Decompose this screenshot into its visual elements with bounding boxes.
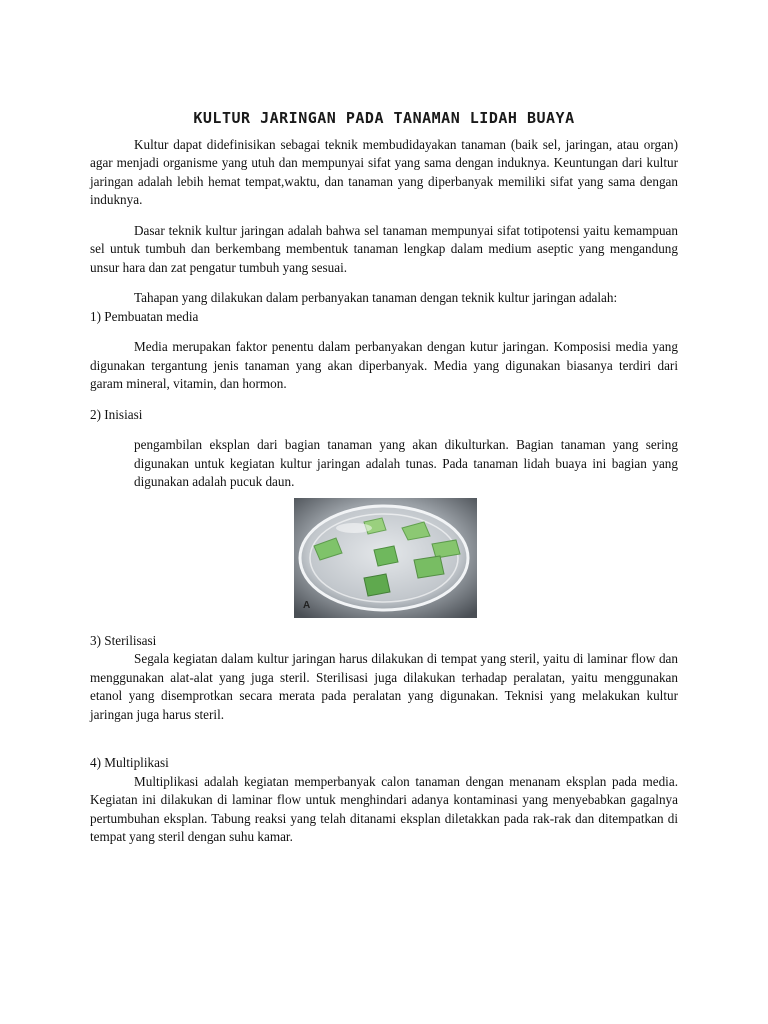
step-body-sterilization: Segala kegiatan dalam kultur jaringan harus dilakukan di tempat yang steril, yaitu di laminar flow dan menggunakan alat-alat yang juga steril. Sterilisasi juga dilakukan terhadap peralatan, yaitu menggunakan etanol yang disemprotkan secara merata pada peralatan yang digunakan. Teknisi yang melakukan kultur jaringan juga harus steril. xyxy=(90,651,678,722)
step-heading-multiplication: 4) Multiplikasi xyxy=(90,755,169,770)
paragraph-definition: Kultur dapat didefinisikan sebagai teknik membudidayakan tanaman (baik sel, jaringan, atau organ) agar menjadi organisme yang utuh dan mempunyai sifat yang sama dengan induknya. Keuntungan dari kultur jaringan adalah lebih hemat tempat,waktu, dan tanaman yang diperbanyak memiliki sifat yang sama dengan induknya. xyxy=(90,136,678,207)
step-heading-initiation: 2) Inisiasi xyxy=(90,406,143,422)
step-heading-media: 1) Pembuatan media xyxy=(90,308,199,324)
document-title: KULTUR JARINGAN PADA TANAMAN LIDAH BUAYA xyxy=(193,109,575,127)
paragraph-basic-technique: Dasar teknik kultur jaringan adalah bahwa sel tanaman mempunyai sifat totipotensi yaitu kemampuan sel untuk tumbuh dan berkembang membentuk tanaman lengkap dalam medium aseptic yang mengandung unsur hara dan zat pengatur tumbuh yang sesuai. xyxy=(90,222,678,275)
explant-culture-photo xyxy=(294,498,477,618)
step-body-media: Media merupakan faktor penentu dalam perbanyakan dengan kutur jaringan. Komposisi media yang digunakan tergantung jenis tanaman yang akan diperbanyak. Media yang digunakan biasanya terdiri dari garam mineral, vitamin, dan hormon. xyxy=(90,339,678,391)
paragraph-stages-intro: Tahapan yang dilakukan dalam perbanyakan tanaman dengan teknik kultur jaringan adalah: xyxy=(134,290,618,305)
petri-dish-image xyxy=(294,498,477,618)
step-heading-sterilization: 3) Sterilisasi xyxy=(90,632,157,648)
figure-label: A xyxy=(303,600,311,611)
step-body-initiation: pengambilan eksplan dari bagian tanaman yang akan dikulturkan. Bagian tanaman yang sering digunakan untuk kegiatan kultur jaringan adalah tunas. Pada tanaman lidah buaya ini bagian yang digunakan adalah pucuk daun. xyxy=(134,437,678,489)
document-page xyxy=(90,109,678,859)
step-body-multiplication: Multiplikasi adalah kegiatan memperbanyak calon tanaman dengan menanam eksplan pada media. Kegiatan ini dilakukan di laminar flow untuk menghindari adanya kontaminasi yang menyebabkan gagalnya pertumbuhan eksplan. Tabung reaksi yang telah ditanami eksplan diletakkan pada rak-rak dan ditempatkan di tempat yang steril dengan suhu kamar. xyxy=(90,773,678,844)
